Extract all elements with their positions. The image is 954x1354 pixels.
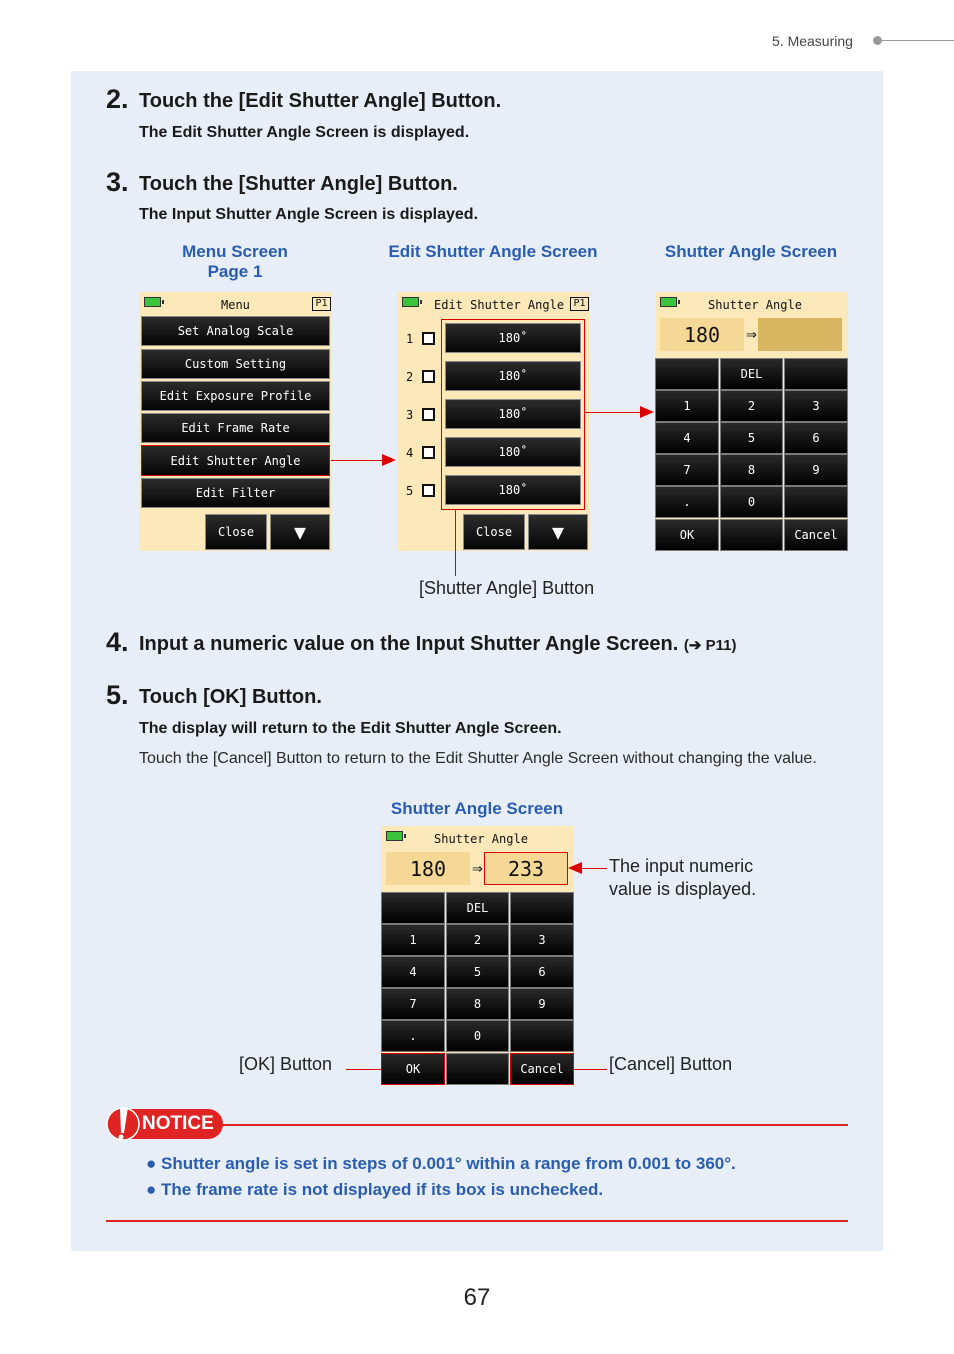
key-decimal[interactable]: . [655, 486, 719, 518]
arrow-line-1 [331, 460, 383, 461]
key-8[interactable]: 8 [446, 988, 509, 1020]
step-5-subtitle: The display will return to the Edit Shutter Angle Screen. [139, 720, 562, 737]
battery-icon [144, 297, 161, 307]
cancel-button-label: [Cancel] Button [609, 1054, 733, 1074]
step-3-number: 3. [106, 167, 129, 197]
caption-shutter-screen-2: Shutter Angle Screen [390, 799, 564, 818]
input-value-leader [580, 868, 607, 869]
row-number: 3 [406, 408, 414, 422]
keypad-blank [381, 892, 445, 924]
close-button[interactable]: Close [205, 514, 267, 550]
shutter-angle-button-5[interactable]: 180˚ [445, 475, 581, 505]
keypad-blank [510, 1020, 574, 1052]
key-decimal[interactable]: . [381, 1020, 445, 1052]
input-value-label-line2: value is displayed. [609, 879, 757, 899]
leader-line [455, 510, 456, 576]
arrow-right-icon: ⇒ [472, 861, 483, 876]
caption-menu-line2: Page 1 [207, 262, 263, 281]
frame-checkbox-1[interactable] [422, 332, 435, 345]
step-5-body: Touch the [Cancel] Button to return to the Edit Shutter Angle Screen without changing the value. [139, 750, 817, 767]
step-3-subtitle: The Input Shutter Angle Screen is displayed. [139, 206, 479, 223]
key-1[interactable]: 1 [381, 924, 445, 956]
bullet-dot-icon: ● [146, 1180, 161, 1199]
step-5-title: Touch [OK] Button. [139, 686, 322, 708]
key-1[interactable]: 1 [655, 390, 719, 422]
notice-rule [222, 1124, 848, 1126]
scroll-down-button[interactable]: ▼ [528, 514, 588, 550]
scroll-down-button[interactable]: ▼ [270, 514, 330, 550]
battery-icon [402, 297, 419, 307]
notice-bottom-rule [106, 1220, 848, 1222]
arrow-line-2 [585, 412, 641, 413]
menu-screen-title: Menu [221, 298, 250, 312]
frame-checkbox-5[interactable] [422, 484, 435, 497]
shutter-angle-screen [655, 292, 848, 551]
shutter-angle-button-2[interactable]: 180˚ [445, 361, 581, 391]
keypad-blank [720, 519, 783, 551]
step-2-subtitle: The Edit Shutter Angle Screen is displayed. [139, 124, 470, 141]
shutter-screen-title: Shutter Angle [434, 832, 528, 846]
step-5-number: 5. [106, 680, 129, 710]
notice-bullet-1 [146, 1154, 736, 1174]
key-6[interactable]: 6 [784, 422, 848, 454]
key-3[interactable]: 3 [510, 924, 574, 956]
keypad-blank [784, 486, 848, 518]
page-indicator: P1 [570, 297, 589, 311]
row-number: 4 [406, 446, 414, 460]
row-number: 5 [406, 484, 414, 498]
input-value-label-line1: The input numeric [609, 856, 754, 876]
key-7[interactable]: 7 [381, 988, 445, 1020]
notice-label: NOTICE [142, 1113, 214, 1134]
menu-item-custom-setting[interactable]: Custom Setting [141, 349, 330, 379]
caption-menu-screen [150, 242, 320, 282]
chapter-header: 5. Measuring [772, 33, 853, 49]
current-value-display: 180 [386, 852, 470, 885]
menu-item-edit-filter[interactable]: Edit Filter [141, 478, 330, 508]
cancel-button[interactable]: Cancel [510, 1053, 574, 1085]
frame-checkbox-2[interactable] [422, 370, 435, 383]
shutter-angle-button-label: [Shutter Angle] Button [419, 578, 595, 598]
ok-button[interactable]: OK [381, 1053, 445, 1085]
arrow-right-icon [382, 454, 396, 466]
menu-item-edit-exposure-profile[interactable]: Edit Exposure Profile [141, 381, 330, 411]
key-2[interactable]: 2 [446, 924, 509, 956]
key-4[interactable]: 4 [381, 956, 445, 988]
menu-item-edit-shutter-angle[interactable]: Edit Shutter Angle [141, 445, 330, 476]
row-number: 2 [406, 370, 414, 384]
key-9[interactable]: 9 [784, 454, 848, 486]
page-indicator: P1 [312, 297, 331, 311]
close-button[interactable]: Close [463, 514, 525, 550]
frame-checkbox-4[interactable] [422, 446, 435, 459]
shutter-angle-button-1[interactable]: 180˚ [445, 323, 581, 353]
key-7[interactable]: 7 [655, 454, 719, 486]
ok-button-label: [OK] Button [239, 1054, 333, 1074]
key-6[interactable]: 6 [510, 956, 574, 988]
arrow-right-icon: ⇒ [746, 327, 757, 342]
keypad-blank [655, 358, 719, 390]
menu-item-set-analog-scale[interactable]: Set Analog Scale [141, 316, 330, 346]
key-del[interactable]: DEL [720, 358, 783, 390]
input-value-label [609, 855, 756, 901]
edit-screen-title: Edit Shutter Angle [434, 298, 565, 312]
frame-checkbox-3[interactable] [422, 408, 435, 421]
header-dot [873, 36, 882, 45]
key-8[interactable]: 8 [720, 454, 783, 486]
input-value-display [758, 318, 842, 351]
shutter-angle-button-4[interactable]: 180˚ [445, 437, 581, 467]
step-3-title: Touch the [Shutter Angle] Button. [139, 173, 458, 195]
keypad-blank [446, 1053, 509, 1085]
page-reference-link[interactable]: (➔ P11) [683, 637, 737, 654]
step-4-number: 4. [106, 627, 129, 657]
shutter-angle-screen-input [381, 826, 574, 1085]
pencil-icon [106, 1103, 142, 1143]
step-4-title-text: Input a numeric value on the Input Shutter Angle Screen. [139, 633, 679, 655]
step-2-number: 2. [106, 84, 129, 114]
ok-leader [346, 1069, 381, 1070]
cancel-button[interactable]: Cancel [784, 519, 848, 551]
step-2-title: Touch the [Edit Shutter Angle] Button. [139, 90, 502, 112]
notice-bullet-2-text: The frame rate is not displayed if its box is unchecked. [161, 1180, 604, 1199]
ok-button[interactable]: OK [655, 519, 719, 551]
key-del[interactable]: DEL [446, 892, 509, 924]
caption-edit-screen: Edit Shutter Angle Screen [388, 242, 598, 261]
notice-badge [108, 1109, 223, 1139]
caption-menu-line1: Menu Screen [182, 242, 288, 261]
page-number: 67 [463, 1284, 491, 1311]
shutter-screen-title: Shutter Angle [708, 298, 802, 312]
row-number: 1 [406, 332, 414, 346]
keypad-blank [510, 892, 574, 924]
key-3[interactable]: 3 [784, 390, 848, 422]
key-2[interactable]: 2 [720, 390, 783, 422]
header-rule [882, 40, 954, 41]
arrow-right-icon [640, 406, 654, 418]
notice-bullet-1-text: Shutter angle is set in steps of 0.001° within a range from 0.001 to 360°. [161, 1154, 736, 1173]
keypad-blank [784, 358, 848, 390]
battery-icon [386, 831, 403, 841]
current-value-display: 180 [660, 318, 744, 351]
notice-bullet-2 [146, 1180, 603, 1200]
caption-shutter-screen: Shutter Angle Screen [664, 242, 838, 261]
key-0[interactable]: 0 [446, 1020, 509, 1052]
key-9[interactable]: 9 [510, 988, 574, 1020]
menu-item-edit-frame-rate[interactable]: Edit Frame Rate [141, 413, 330, 443]
key-0[interactable]: 0 [720, 486, 783, 518]
input-value-display: 233 [484, 852, 568, 885]
edit-shutter-angle-screen [397, 292, 590, 551]
key-5[interactable]: 5 [446, 956, 509, 988]
key-5[interactable]: 5 [720, 422, 783, 454]
step-4-title [139, 633, 736, 656]
menu-screen [139, 292, 332, 551]
bullet-dot-icon: ● [146, 1154, 161, 1173]
shutter-angle-button-3[interactable]: 180˚ [445, 399, 581, 429]
key-4[interactable]: 4 [655, 422, 719, 454]
shutter-angle-highlight [441, 319, 585, 510]
cancel-leader [574, 1069, 607, 1070]
battery-icon [660, 297, 677, 307]
